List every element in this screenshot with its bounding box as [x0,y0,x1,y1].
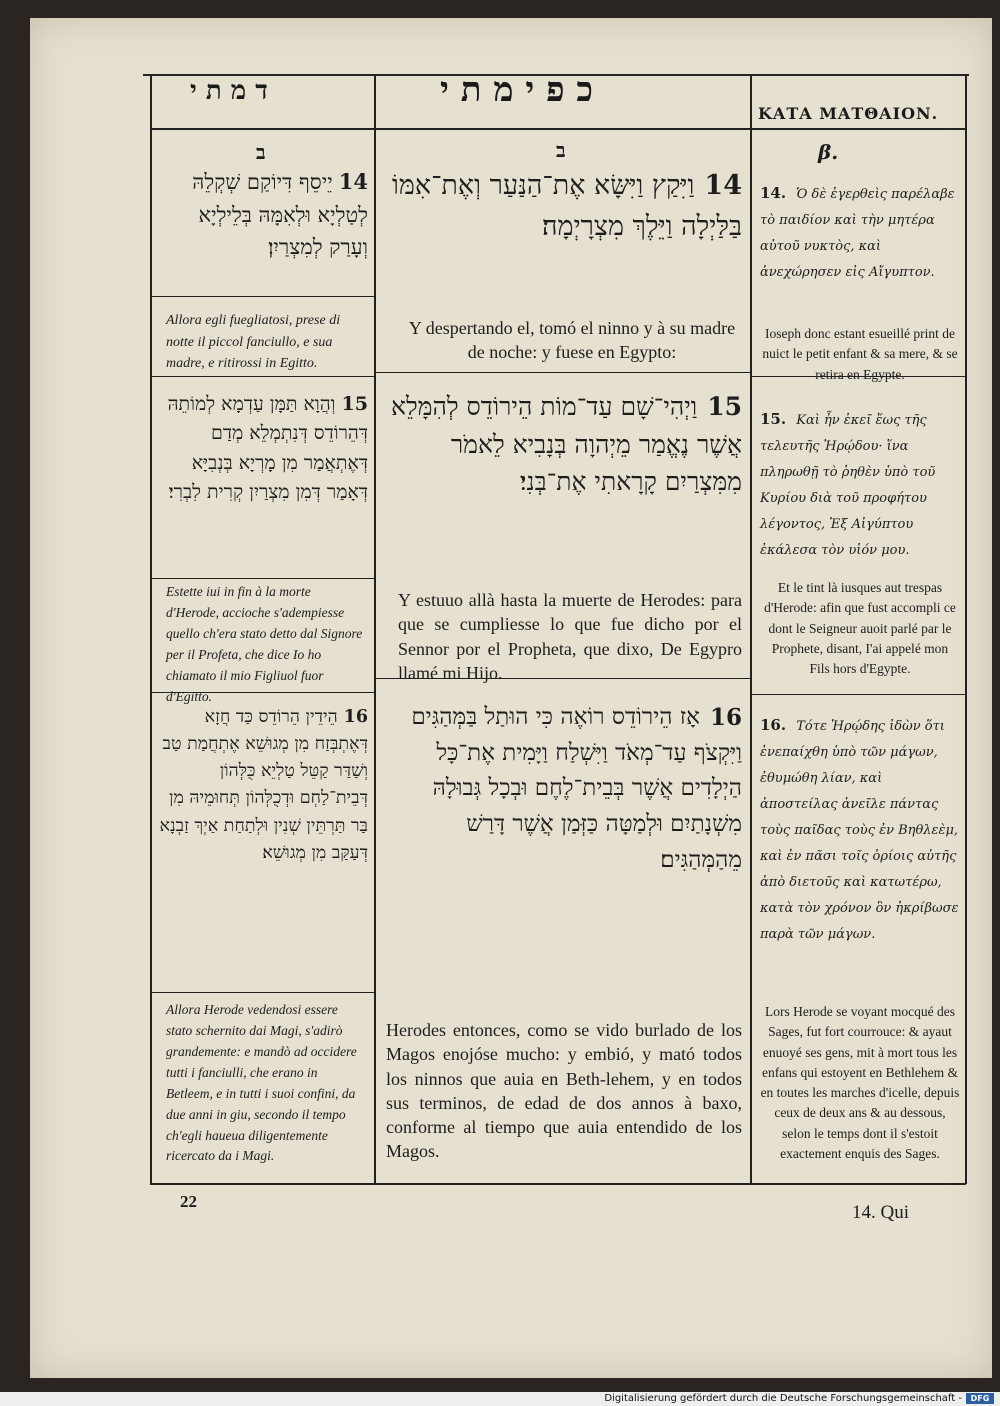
left-rule-a [152,296,374,297]
page-number: 22 [180,1192,197,1211]
digitization-footer [0,1392,1000,1406]
left-rule-e [152,992,374,993]
right-greek-14 [760,178,960,286]
catchword: 14. Qui [852,1202,909,1223]
middle-verse-15 [386,388,742,501]
verse-number: 16 [709,704,742,731]
left-rule-b [152,376,374,377]
right-greek-16 [760,710,960,948]
outer-left-rule [150,76,152,1184]
column-rule-1 [374,76,376,1184]
column-rule-2 [750,76,752,1184]
middle-verse-14 [386,166,742,247]
left-italian-16: Allora Herode vedendosi essere stato schernito dai Magi, s'adirò grandemente: e mandò ad occidere tutti i fanciulli, che erano in Betleem, e in tutti i suoi confini, da due anni in giu, secondo il tempo ch'egli haueua diligentemente ricercato da i Magi. [166,1002,357,1164]
middle-spanish-14: Y despertando el, tomó el ninno y à su madre de noche: y fuese en Egypto: [408,318,736,363]
left-verse-16 [158,704,368,867]
left-rule-c [152,578,374,579]
verse-number: 14 [704,170,742,201]
chapter-marker-right: β. [818,140,839,164]
right-rule-b [752,694,965,695]
header-rule [150,128,966,130]
header-middle: כ פ י מ ת י [440,70,594,110]
chapter-marker-middle: ב [556,138,566,162]
bottom-rule [150,1183,966,1185]
verse-number: 15 [707,392,742,421]
left-verse-15 [158,390,368,508]
mid-rule-a [376,372,750,373]
footer-text: Digitalisierung gefördert durch die Deutsche Forschungsgemeinschaft - [604,1393,962,1404]
left-italian-15: Estette iui in fin à la morte d'Herode, accioche s'adempiesse quello ch'era stato detto dal Signore per il Profeta, che dice Io ho chiamato il mio Figliuol fuor d'Egitto. [166,584,363,704]
right-greek-15 [760,404,960,564]
hebrew-text: אָז הֵירוֹדֵס רוֹאֶה כִּי הוּתַל בַּמְּהַגִּים וַיִּקְצֹף עַד־מְאֹד וַיִּשְׁלַח וַיָּמִית אֶת־כָּל הַיְלָדִים אֲשֶׁר בְּבֵית־לֶחֶם וּבְכָל גְּבוּלָהּ מִשְׁנָתַיִם וּלְמַטָּה כַּזְּמַן אֲשֶׁר דָּרַשׁ מֵהַמְּהַגִּים׃ [411,704,742,873]
greek-text: Καὶ ἦν ἐκεῖ ἕως τῆς τελευτῆς Ἡρῴδου· ἵνα πληρωθῇ τὸ ῥηθὲν ὑπὸ τοῦ Κυρίου διὰ τοῦ προφήτου λέγοντος, Ἐξ Αἰγύπτου ἐκάλεσα τὸν υἱόν μου. [760,413,936,558]
middle-spanish-16: Herodes entonces, como se vido burlado de los Magos enojóse mucho: y embió, y mató todos los ninnos que auia en Beth-lehem, y en todos sus terminos, de edad de dos annos à baxo, conforme al tiempo que auia entendido de los Magos. [386,1020,742,1162]
verse-number: 15. [760,410,787,428]
greek-text: Τότε Ἡρῴδης ἰδὼν ὅτι ἐνεπαίχθη ὑπὸ τῶν μάγων, ἐθυμώθη λίαν, καὶ ἀποστείλας ἀνεῖλε πάντας τοὺς παῖδας τοὺς ἐν Βηθλεὲμ, καὶ ἐν πᾶσι τοῖς ὁρίοις αὐτῆς ἀπὸ διετοῦς καὶ κατωτέρω, κατὰ τὸν χρόνον ὃν ἠκρίβωσε παρὰ τῶν μάγων. [760,719,959,942]
hebrew-text: וַיְהִי־שָׁם עַד־מוֹת הֵירוֹדֵס לְהִמָּלֵא אֲשֶׁר נֶאֱמַר מֵיְהוָה בְּנָבִיא לֵאמֹר מִמִּצְרַיִם קָרָאתִי אֶת־בְּנִי׃ [390,392,742,496]
verse-number: 16 [343,707,368,727]
chapter-marker-left: ב [256,140,266,164]
dfg-logo: DFG [966,1393,994,1404]
header-right: ΚΑΤΑ ΜΑΤΘΑΙΟΝ. [758,104,939,123]
verse-number: 16. [760,716,787,734]
middle-verse-16 [386,700,742,878]
middle-spanish-15: Y estuuo allà hasta la muerte de Herodes: para que se cumpliesse lo que fue dicho por el Sennor por el Propheta, que dixo, De Egypro llamé mi Hijo. [398,590,742,683]
right-french-14: Ioseph donc estant esueillé print de nuict le petit enfant & sa mere, & se retira en Egypte. [762,326,958,382]
left-verse-14 [158,166,368,264]
aramaic-text: יֵיסֵף דִּיוֹקַם שְׁקְלֵהּ לְטַלְיָא וּלְאִמָּהּ בְּלֵילְיָא וְעָרַק לְמִצְרַיִן׃ [192,170,368,260]
verse-number: 14. [760,184,787,202]
left-italian-14: Allora egli fuegliatosi, prese di notte il piccol fanciullo, e sua madre, e ritirossi in Egitto. [166,313,341,372]
outer-right-rule [965,76,967,1184]
right-french-15: Et le tint là iusques aut trespas d'Herode: afin que fust accompli ce dont le Seigneur auoit parlé par le Prophete, disant, I'ai appelé mon Fils hors d'Egypte. [764,580,956,676]
verse-number: 14 [338,169,368,194]
right-french-16: Lors Herode se voyant mocqué des Sages, fut fort courrouce: & ayaut enuoyé ses gens, mit à mort tous les enfans qui estoyent en Bethlehem & en toutes les marches d'icelle, depuis ceux de deux ans & au dessous, selon le temps dont il s'estoit exactement enquis des Sages. [760,1004,960,1161]
verse-number: 15 [341,393,368,415]
greek-text: Ὁ δὲ ἐγερθεὶς παρέλαβε τὸ παιδίον καὶ τὴν μητέρα αὐτοῦ νυκτὸς, καὶ ἀνεχώρησεν εἰς Αἴγυπτον. [760,187,955,280]
aramaic-text: וְהֲוָא תַּמָּן עַדְמָא לְמוֹתֵהּ דְּהֵרוֹדֵס דְּנִתְמְלֵא מְדַם דְּאֶתְאֲמַר מִן מָרְיָא בְּנְבִיָּא דְּאָמַר דְּמִן מִצְרַיִן קְרִית לִבְרִי׃ [167,393,368,504]
aramaic-text: הֵידֵין הֵרוֹדֵס כַּד חֲזָא דְּאֶתְבְּזַח מִן מְגוּשֵׁא אֶתְחֲמַת טַב וְשַׁדַּר קַטֵּל טַלְיֵא כֻּלְּהוֹן דְּבֵית־לַחְם וּדְכֻלְּהוֹן תְּחוּמֵיהּ מִן בַּר תַּרְתֵּין שְׁנִין וּלְתַחַת אַיְךְ זַבְנָא דְּעַקַּב מִן מְגוּשֵׁא׃ [159,707,368,863]
hebrew-text: וַיִּקַץ וַיִּשָּׂא אֶת־הַנַּעַר וְאֶת־אִמּוֹ בַּלַּיְלָה וַיֵּלֶךְ מִצְרָיְמָה׃ [391,170,742,242]
header-left: ד מ ת י [190,76,268,106]
